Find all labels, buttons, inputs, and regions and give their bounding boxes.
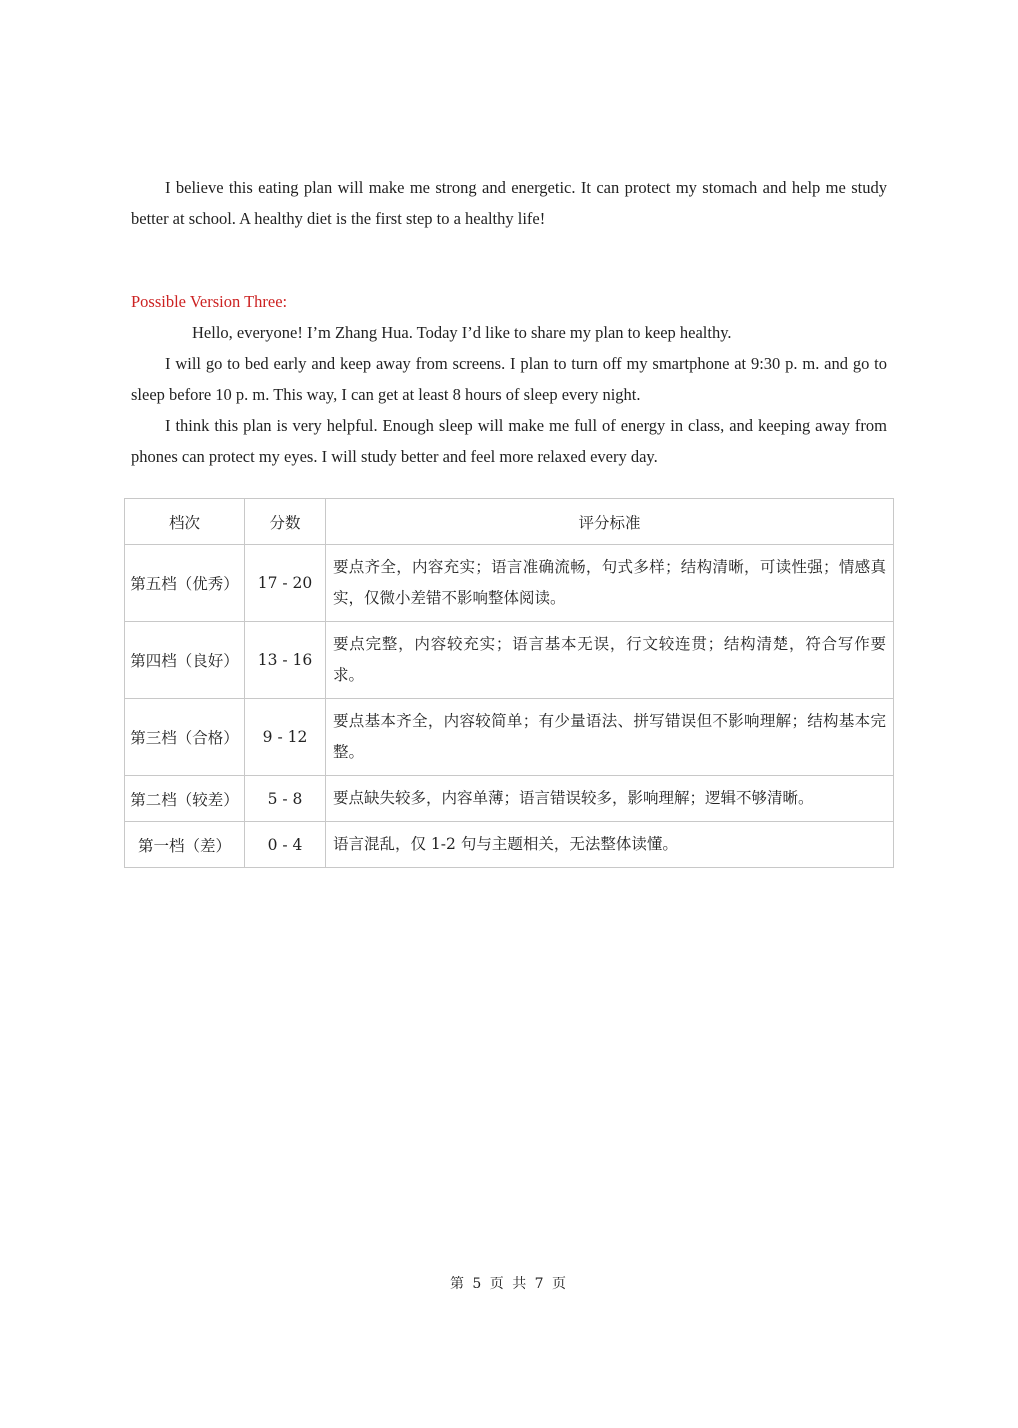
header-criteria: 评分标准	[326, 499, 894, 545]
score-cell: 5 - 8	[245, 776, 326, 822]
score-cell: 9 - 12	[245, 699, 326, 776]
level-cell: 第一档（差）	[125, 822, 245, 868]
criteria-cell: 要点完整，内容较充实；语言基本无误，行文较连贯；结构清楚，符合写作要求。	[326, 622, 894, 699]
closing-paragraph-version-two: I believe this eating plan will make me strong and energetic. It can protect my stomach and help me study better at school. A healthy diet is the first step to a healthy life!	[131, 178, 887, 228]
level-cell: 第五档（优秀）	[125, 545, 245, 622]
header-score: 分数	[245, 499, 326, 545]
score-cell: 0 - 4	[245, 822, 326, 868]
version-three-benefit-paragraph: I think this plan is very helpful. Enough sleep will make me full of energy in class, and keeping away from phones can protect my eyes. I will study better and feel more relaxed every day.	[131, 416, 887, 466]
scoring-rubric-table	[124, 498, 894, 868]
version-three-plan-paragraph: I will go to bed early and keep away from screens. I plan to turn off my smartphone at 9:30 p. m. and go to sleep before 10 p. m. This way, I can get at least 8 hours of sleep every night.	[131, 354, 887, 404]
header-level: 档次	[125, 499, 245, 545]
version-three-greeting: Hello, everyone! I’m Zhang Hua. Today I’d like to share my plan to keep healthy.	[192, 323, 732, 342]
criteria-cell: 要点齐全，内容充实；语言准确流畅，句式多样；结构清晰，可读性强；情感真实，仅微小差错不影响整体阅读。	[326, 545, 894, 622]
table-row	[125, 622, 894, 699]
score-cell: 17 - 20	[245, 545, 326, 622]
criteria-cell: 语言混乱，仅 1-2 句与主题相关，无法整体读懂。	[326, 822, 894, 868]
score-cell: 13 - 16	[245, 622, 326, 699]
level-cell: 第二档（较差）	[125, 776, 245, 822]
criteria-cell: 要点缺失较多，内容单薄；语言错误较多，影响理解；逻辑不够清晰。	[326, 776, 894, 822]
version-three-heading: Possible Version Three:	[131, 292, 288, 311]
level-cell: 第四档（良好）	[125, 622, 245, 699]
table-row	[125, 699, 894, 776]
level-cell: 第三档（合格）	[125, 699, 245, 776]
table-row	[125, 776, 894, 822]
page-number-footer: 第 5 页 共 7 页	[449, 1276, 569, 1292]
rubric-header-row	[125, 499, 894, 545]
table-row	[125, 545, 894, 622]
table-row	[125, 822, 894, 868]
criteria-cell: 要点基本齐全，内容较简单；有少量语法、拼写错误但不影响理解；结构基本完整。	[326, 699, 894, 776]
